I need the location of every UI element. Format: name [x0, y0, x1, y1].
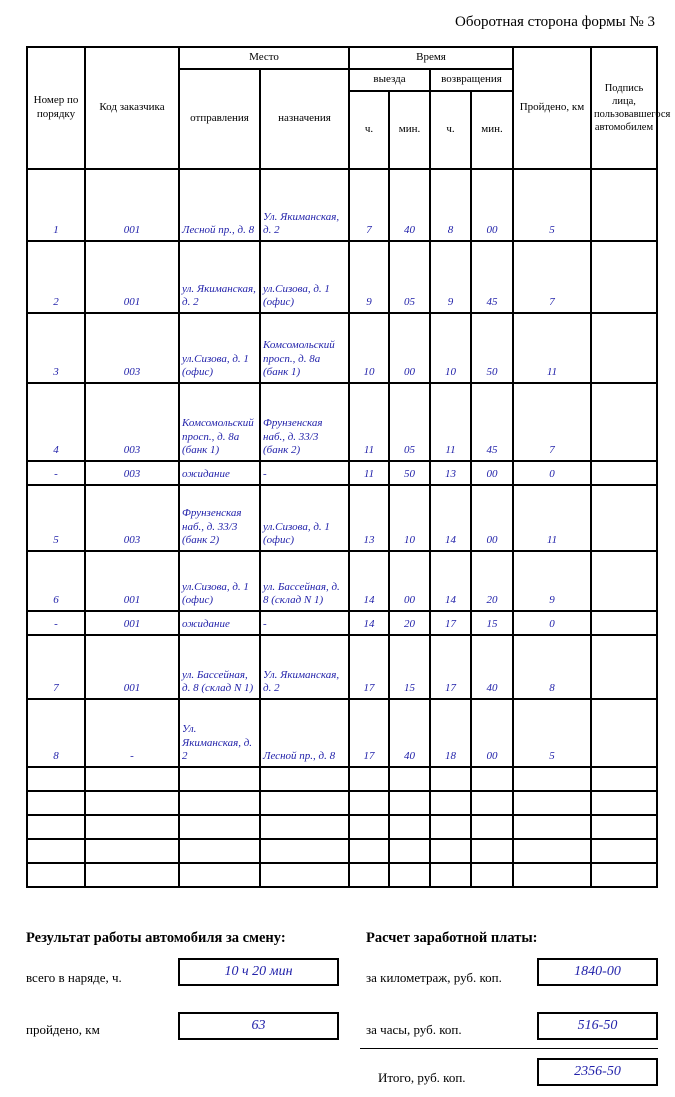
empty-cell — [471, 839, 513, 863]
cell-sign — [591, 635, 657, 699]
cell-km: 7 — [513, 241, 591, 313]
header-from: отправления — [179, 69, 260, 169]
cell-num: - — [27, 611, 85, 635]
cell-from: ул.Сизова, д. 1 (офис) — [179, 551, 260, 611]
cell-from: Фрунзенская наб., д. 33/3 (банк 2) — [179, 485, 260, 551]
cell-om: 10 — [389, 485, 430, 551]
table-row — [27, 461, 657, 485]
cell-oh: 9 — [349, 241, 389, 313]
empty-cell — [430, 767, 471, 791]
cell-from: Комсомольский просп., д. 8а (банк 1) — [179, 383, 260, 461]
cell-from: ул.Сизова, д. 1 (офис) — [179, 313, 260, 383]
header-out: выезда — [349, 69, 430, 91]
empty-cell — [389, 815, 430, 839]
empty-cell — [471, 815, 513, 839]
cell-to: Ул. Якиманская, д. 2 — [260, 169, 349, 241]
empty-cell — [179, 767, 260, 791]
cell-km: 5 — [513, 169, 591, 241]
distance-value: 63 — [178, 1012, 339, 1040]
cell-from: ожидание — [179, 611, 260, 635]
header-back: возвращения — [430, 69, 513, 91]
empty-cell — [513, 863, 591, 887]
empty-cell — [471, 767, 513, 791]
cell-km: 9 — [513, 551, 591, 611]
cell-oh: 11 — [349, 461, 389, 485]
empty-cell — [430, 815, 471, 839]
cell-om: 00 — [389, 313, 430, 383]
empty-cell — [471, 863, 513, 887]
empty-cell — [260, 767, 349, 791]
table-row — [27, 241, 657, 313]
cell-om: 20 — [389, 611, 430, 635]
cell-to: - — [260, 611, 349, 635]
empty-cell — [260, 839, 349, 863]
empty-cell — [27, 791, 85, 815]
cell-oh: 17 — [349, 699, 389, 767]
cell-bm: 15 — [471, 611, 513, 635]
empty-cell — [179, 863, 260, 887]
empty-cell — [85, 791, 179, 815]
empty-cell — [591, 863, 657, 887]
result-heading: Результат работы автомобиля за смену: — [26, 930, 286, 946]
cell-bm: 40 — [471, 635, 513, 699]
cell-client: - — [85, 699, 179, 767]
table-row — [27, 169, 657, 241]
cell-num: 5 — [27, 485, 85, 551]
cell-client: 003 — [85, 485, 179, 551]
cell-bm: 45 — [471, 383, 513, 461]
cell-from: ул. Бассейная, д. 8 (склад N 1) — [179, 635, 260, 699]
header-back-m: мин. — [471, 91, 513, 169]
cell-client: 001 — [85, 551, 179, 611]
cell-km: 7 — [513, 383, 591, 461]
empty-cell — [513, 791, 591, 815]
cell-to: - — [260, 461, 349, 485]
cell-bh: 18 — [430, 699, 471, 767]
table-row — [27, 635, 657, 699]
header-to: назначения — [260, 69, 349, 169]
empty-row — [27, 815, 657, 839]
cell-from: ул. Якиманская, д. 2 — [179, 241, 260, 313]
salary-heading: Расчет заработной платы: — [366, 930, 538, 946]
empty-cell — [179, 815, 260, 839]
trip-table — [26, 46, 671, 888]
empty-cell — [430, 863, 471, 887]
empty-cell — [591, 791, 657, 815]
empty-cell — [349, 863, 389, 887]
empty-cell — [85, 863, 179, 887]
cell-from: ожидание — [179, 461, 260, 485]
empty-cell — [260, 863, 349, 887]
cell-oh: 7 — [349, 169, 389, 241]
cell-km: 5 — [513, 699, 591, 767]
cell-to: Фрунзенская наб., д. 33/3 (банк 2) — [260, 383, 349, 461]
cell-oh: 14 — [349, 551, 389, 611]
hours-pay-label: за часы, руб. коп. — [366, 1022, 462, 1037]
table-row — [27, 699, 657, 767]
cell-from: Ул. Якиманская, д. 2 — [179, 699, 260, 767]
empty-cell — [349, 767, 389, 791]
table-row — [27, 551, 657, 611]
cell-num: 1 — [27, 169, 85, 241]
cell-oh: 17 — [349, 635, 389, 699]
cell-om: 50 — [389, 461, 430, 485]
cell-bh: 17 — [430, 635, 471, 699]
cell-sign — [591, 461, 657, 485]
cell-oh: 13 — [349, 485, 389, 551]
cell-sign — [591, 699, 657, 767]
table-row — [27, 611, 657, 635]
cell-to: Комсомольский просп., д. 8а (банк 1) — [260, 313, 349, 383]
cell-om: 15 — [389, 635, 430, 699]
empty-cell — [85, 815, 179, 839]
cell-bh: 8 — [430, 169, 471, 241]
empty-cell — [591, 815, 657, 839]
cell-to: ул. Бассейная, д. 8 (склад N 1) — [260, 551, 349, 611]
cell-om: 40 — [389, 169, 430, 241]
cell-bm: 20 — [471, 551, 513, 611]
empty-cell — [349, 815, 389, 839]
cell-num: 3 — [27, 313, 85, 383]
empty-cell — [430, 791, 471, 815]
cell-sign — [591, 383, 657, 461]
cell-sign — [591, 551, 657, 611]
header-out-h: ч. — [349, 91, 389, 169]
empty-cell — [27, 863, 85, 887]
empty-cell — [591, 839, 657, 863]
empty-cell — [389, 791, 430, 815]
cell-num: 2 — [27, 241, 85, 313]
empty-cell — [591, 767, 657, 791]
empty-cell — [349, 839, 389, 863]
empty-cell — [471, 791, 513, 815]
empty-cell — [389, 839, 430, 863]
empty-cell — [27, 839, 85, 863]
cell-km: 11 — [513, 485, 591, 551]
cell-oh: 11 — [349, 383, 389, 461]
table-row — [27, 485, 657, 551]
empty-cell — [260, 815, 349, 839]
header-out-m: мин. — [389, 91, 430, 169]
empty-cell — [179, 791, 260, 815]
empty-cell — [179, 839, 260, 863]
empty-cell — [349, 791, 389, 815]
cell-km: 8 — [513, 635, 591, 699]
cell-sign — [591, 313, 657, 383]
cell-client: 001 — [85, 611, 179, 635]
mileage-pay-value: 1840-00 — [537, 958, 658, 986]
mileage-pay-label: за километраж, руб. коп. — [366, 970, 502, 985]
cell-bh: 13 — [430, 461, 471, 485]
empty-cell — [85, 839, 179, 863]
cell-om: 05 — [389, 241, 430, 313]
total-pay-label: Итого, руб. коп. — [378, 1070, 466, 1085]
cell-sign — [591, 485, 657, 551]
empty-row — [27, 767, 657, 791]
empty-cell — [389, 767, 430, 791]
empty-cell — [27, 767, 85, 791]
cell-to: ул.Сизова, д. 1 (офис) — [260, 241, 349, 313]
empty-cell — [513, 767, 591, 791]
cell-client: 001 — [85, 241, 179, 313]
cell-sign — [591, 611, 657, 635]
cell-to: ул.Сизова, д. 1 (офис) — [260, 485, 349, 551]
cell-num: 8 — [27, 699, 85, 767]
cell-om: 40 — [389, 699, 430, 767]
total-pay-value: 2356-50 — [537, 1058, 658, 1086]
cell-bm: 00 — [471, 485, 513, 551]
cell-km: 0 — [513, 611, 591, 635]
empty-cell — [260, 791, 349, 815]
cell-om: 00 — [389, 551, 430, 611]
cell-to: Лесной пр., д. 8 — [260, 699, 349, 767]
header-client: Код заказчика — [85, 47, 179, 169]
cell-client: 003 — [85, 461, 179, 485]
cell-bh: 11 — [430, 383, 471, 461]
cell-num: - — [27, 461, 85, 485]
cell-bh: 9 — [430, 241, 471, 313]
cell-oh: 14 — [349, 611, 389, 635]
table-row — [27, 313, 657, 383]
cell-bm: 50 — [471, 313, 513, 383]
total-hours-value: 10 ч 20 мин — [178, 958, 339, 986]
distance-label: пройдено, км — [26, 1022, 100, 1037]
cell-bh: 14 — [430, 551, 471, 611]
cell-om: 05 — [389, 383, 430, 461]
cell-km: 0 — [513, 461, 591, 485]
hours-pay-value: 516-50 — [537, 1012, 658, 1040]
form-title: Оборотная сторона формы № 3 — [455, 14, 655, 30]
cell-oh: 10 — [349, 313, 389, 383]
empty-cell — [430, 839, 471, 863]
cell-num: 6 — [27, 551, 85, 611]
empty-cell — [27, 815, 85, 839]
table-row — [27, 383, 657, 461]
empty-cell — [85, 767, 179, 791]
cell-client: 003 — [85, 313, 179, 383]
empty-row — [27, 791, 657, 815]
empty-row — [27, 839, 657, 863]
header-time: Время — [349, 47, 513, 69]
cell-bm: 00 — [471, 461, 513, 485]
header-num: Номер по порядку — [27, 47, 85, 169]
cell-to: Ул. Якиманская, д. 2 — [260, 635, 349, 699]
cell-client: 003 — [85, 383, 179, 461]
header-sign: Подпись лица, пользовавшегося автомобилем — [591, 47, 657, 169]
cell-bm: 00 — [471, 699, 513, 767]
cell-client: 001 — [85, 635, 179, 699]
cell-client: 001 — [85, 169, 179, 241]
cell-from: Лесной пр., д. 8 — [179, 169, 260, 241]
cell-bh: 10 — [430, 313, 471, 383]
cell-sign — [591, 241, 657, 313]
cell-bm: 00 — [471, 169, 513, 241]
cell-num: 7 — [27, 635, 85, 699]
empty-cell — [389, 863, 430, 887]
empty-cell — [513, 839, 591, 863]
empty-row — [27, 863, 657, 887]
cell-bh: 14 — [430, 485, 471, 551]
total-hours-label: всего в наряде, ч. — [26, 970, 122, 985]
divider-line — [360, 1048, 658, 1049]
header-place: Место — [179, 47, 349, 69]
cell-bm: 45 — [471, 241, 513, 313]
empty-cell — [513, 815, 591, 839]
cell-sign — [591, 169, 657, 241]
header-back-h: ч. — [430, 91, 471, 169]
header-km: Пройдено, км — [513, 47, 591, 169]
cell-bh: 17 — [430, 611, 471, 635]
cell-km: 11 — [513, 313, 591, 383]
cell-num: 4 — [27, 383, 85, 461]
